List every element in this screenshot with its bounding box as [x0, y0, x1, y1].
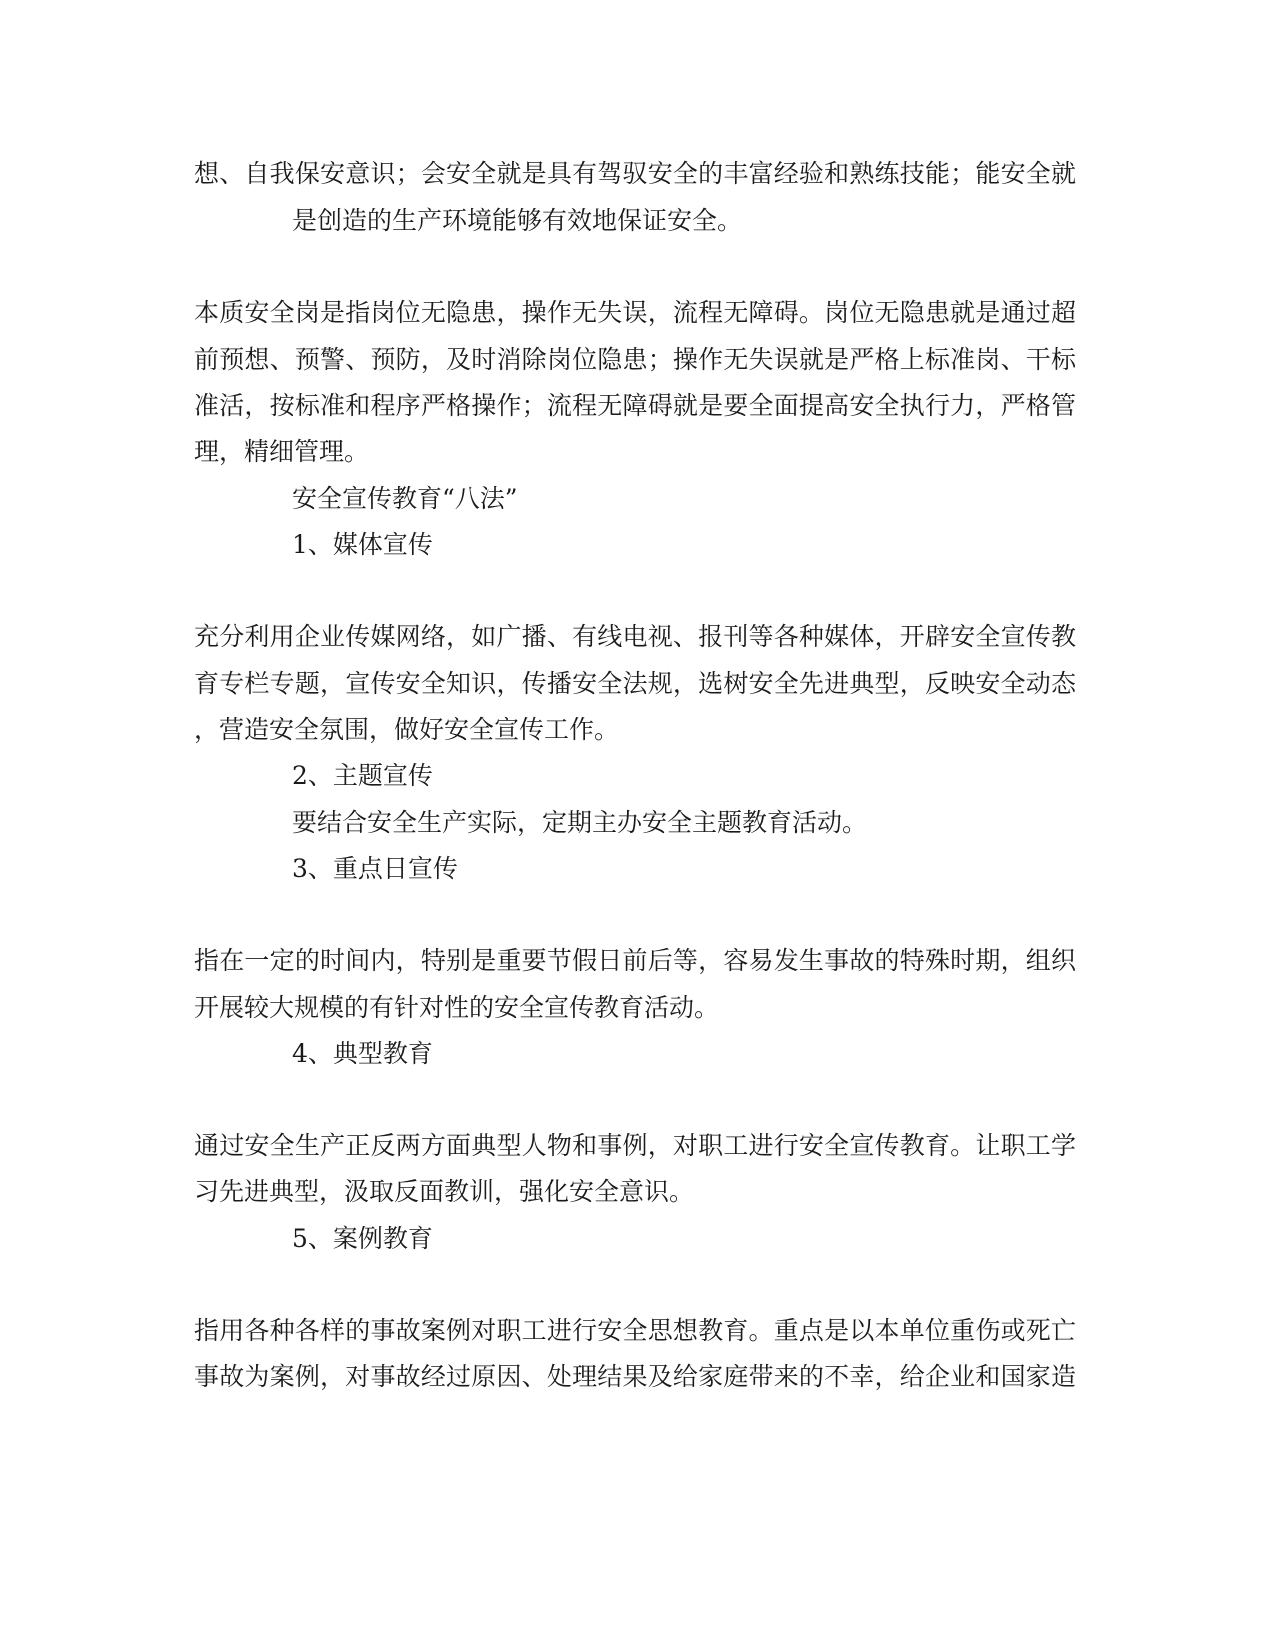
text-line: 习先进典型，汲取反面教训，强化安全意识。 [194, 1177, 695, 1206]
text-line: 想、自我保安意识；会安全就是具有驾驭安全的丰富经验和熟练技能；能安全就 [194, 159, 1076, 188]
text-line: 指在一定的时间内，特别是重要节假日前后等，容易发生事故的特殊时期，组织 [194, 946, 1076, 975]
text-line: ，营造安全氛围，做好安全宣传工作。 [194, 715, 620, 744]
subsection-heading: 5、案例教育 [292, 1224, 433, 1253]
text-line: 指用各种各样的事故案例对职工进行安全思想教育。重点是以本单位重伤或死亡 [194, 1316, 1076, 1345]
text-line: 本质安全岗是指岗位无隐患，操作无失误，流程无障碍。岗位无隐患就是通过超 [194, 298, 1076, 327]
text-line: 育专栏专题，宣传安全知识，传播安全法规，选树安全先进典型，反映安全动态 [194, 669, 1076, 698]
text-line: 事故为案例，对事故经过原因、处理结果及给家庭带来的不幸，给企业和国家造 [194, 1362, 1076, 1391]
text-line: 准活，按标准和程序严格操作；流程无障碍就是要全面提高安全执行力，严格管 [194, 391, 1076, 420]
text-line: 要结合安全生产实际，定期主办安全主题教育活动。 [292, 808, 868, 837]
section-heading: 安全宣传教育“八法” [292, 484, 518, 513]
text-line: 通过安全生产正反两方面典型人物和事例，对职工进行安全宣传教育。让职工学 [194, 1131, 1076, 1160]
subsection-heading: 1、媒体宣传 [292, 530, 433, 559]
text-line: 是创造的生产环境能够有效地保证安全。 [292, 206, 743, 235]
text-line: 充分利用企业传媒网络，如广播、有线电视、报刊等各种媒体，开辟安全宣传教 [194, 622, 1076, 651]
text-line: 理，精细管理。 [194, 437, 370, 466]
subsection-heading: 3、重点日宣传 [292, 854, 458, 883]
text-line: 开展较大规模的有针对性的安全宣传教育活动。 [194, 993, 720, 1022]
text-line: 前预想、预警、预防，及时消除岗位隐患；操作无失误就是严格上标准岗、干标 [194, 345, 1076, 374]
subsection-heading: 2、主题宣传 [292, 761, 433, 790]
subsection-heading: 4、典型教育 [292, 1039, 433, 1068]
